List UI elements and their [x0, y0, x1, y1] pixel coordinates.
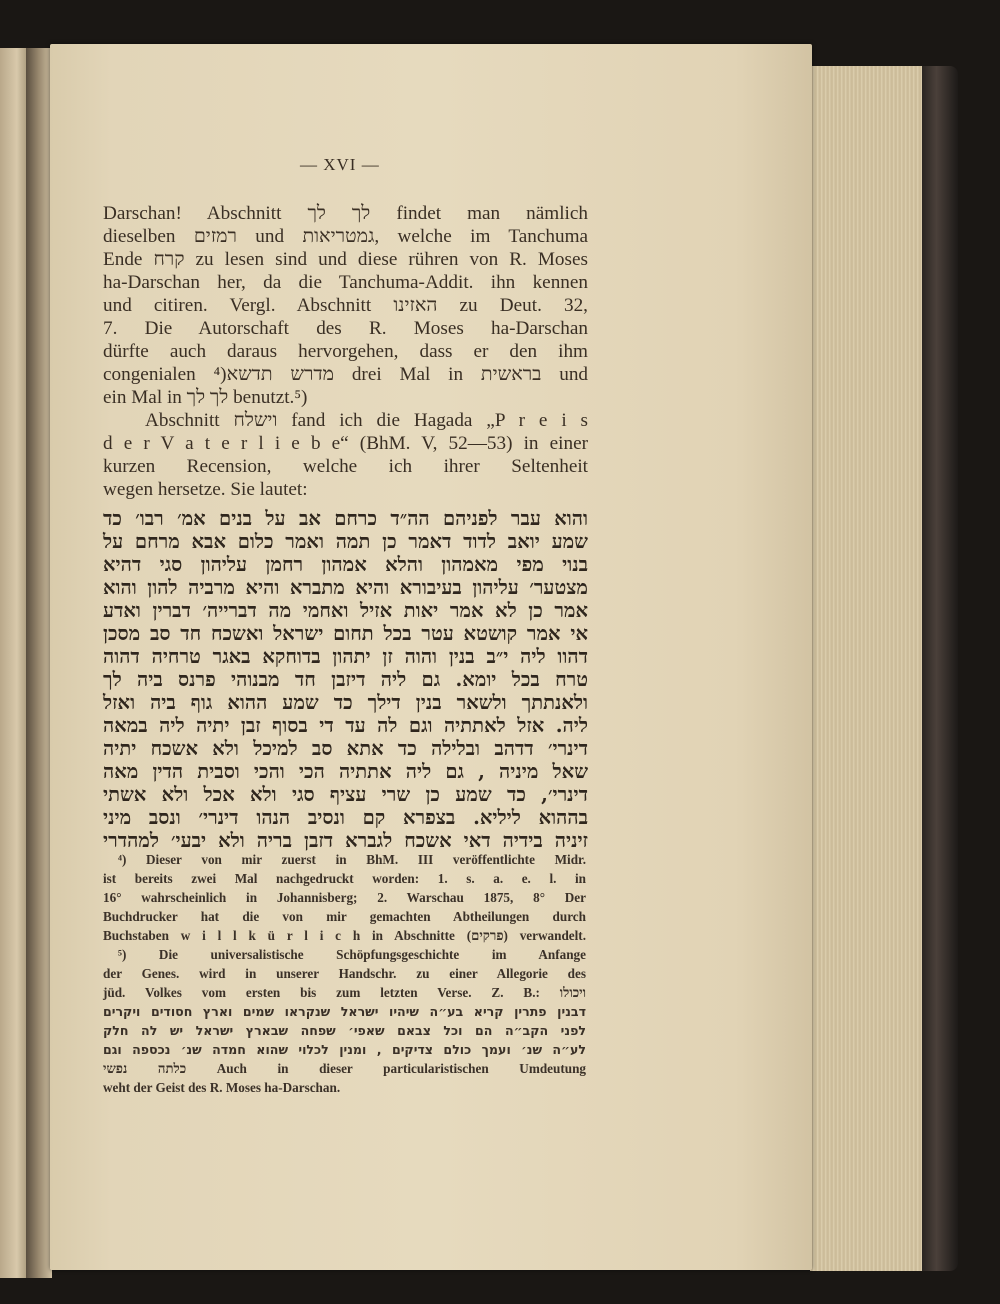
hebrew-line: ולאנתתך ולשאר בנין דילך כד שמע ההוא גוף ביה ואזל	[103, 691, 588, 714]
footnote-line: ⁵) Die universalistische Schöpfungsgeschichte im Anfange	[118, 947, 586, 962]
body-line: kurzen Recension, welche ich ihrer Seltenheit	[103, 456, 588, 477]
footnote-line: weht der Geist des R. Moses ha-Darschan.	[103, 1080, 341, 1095]
hebrew-line: דהוו ליה י״ב בנין והוה זן יתהון בדוחקא באגר טרחיה דהוה	[103, 645, 588, 668]
hebrew-line: דינרי׳, כד שמע כן שרי עציף סגי ולא אכל ולא אשתי	[103, 783, 588, 806]
body-line: ha-Darschan her, da die Tanchuma-Addit. ihn kennen	[103, 272, 588, 293]
body-line: und citiren. Vergl. Abschnitt האזינו zu Deut. 32,	[103, 295, 588, 316]
hebrew-line: ליה. אזל לאתתיה וגם לה עד די בסוף זבן יתיה ליה במאה	[103, 714, 588, 737]
footnote-line: Buchstaben w i l l k ü r l i c h in Abschnitte (פרקים) verwandelt.	[103, 928, 586, 943]
hebrew-line: דינרי׳ דדהב ובלילה כד אתא סב למיכל ולא אשכח יתיה	[103, 737, 588, 760]
body-line: 7. Die Autorschaft des R. Moses ha-Darschan	[103, 318, 588, 339]
footnote-hebrew-line: דבנין פתרין קריא בע״ה שיהיו ישראל שנקראו שמים וארץ חסודים ויקרים	[103, 1004, 586, 1019]
book-cover-edge	[922, 66, 958, 1271]
body-line: d e r V a t e r l i e b e“ (BhM. V, 52—53) in einer	[103, 433, 588, 454]
book-gutter	[26, 48, 52, 1278]
footnote-hebrew-line: לפני הקב״ה הם וכל צבאם שאפי׳ שפחה שבארץ ישראל יש לה חלק	[103, 1023, 586, 1038]
body-line: Ende קרח zu lesen sind und diese rühren von R. Moses	[103, 249, 588, 270]
footnote-hebrew-line: לע״ה שנ׳ ועמך כולם צדיקים , ומנין לכלוי שהוא חמדה שנ׳ נכספה וגם	[103, 1042, 586, 1057]
left-page-edge	[0, 48, 28, 1278]
hebrew-line: והוא עבר לפניהם הה״ד כרחם אב על בנים אמ׳ רבו׳ כד	[103, 507, 588, 530]
footnote-line: der Genes. wird in unserer Handschr. zu einer Allegorie des	[103, 966, 586, 981]
footnote-line: ⁴) Dieser von mir zuerst in BhM. III veröffentlichte Midr.	[118, 852, 586, 867]
body-line: wegen hersetze. Sie lautet:	[103, 479, 308, 500]
body-line: Darschan! Abschnitt לך לך findet man nämlich	[103, 203, 588, 224]
hebrew-line: אמר כן לא אמר יאות אזיל ואחמי מה דברייה׳ דברין ואדע	[103, 599, 588, 622]
body-line: dürfte auch daraus hervorgehen, dass er den ihm	[103, 341, 588, 362]
hebrew-line: אי אמר קושטא עטר בכל תחום ישראל ואשכח חד סב מסכן	[103, 622, 588, 645]
hebrew-line: טרח בכל יומא. גם ליה דיזבן חד מבנוהי פרנס ביה לך	[103, 668, 588, 691]
hebrew-line: שמע יואב לדוד דאמר כן תמה ואמר כלום אבא מרחם על	[103, 530, 588, 553]
hebrew-line: זיניה בידיה דאי אשכח לגברא דזבן בריה ולא יבעי׳ למהדרי	[103, 829, 588, 852]
body-line: congenialen ⁴)מדרש תדשא drei Mal in בראשית und	[103, 364, 589, 385]
hebrew-line: בההוא ליליא. בצפרא קם ונסיב הנהו דינרי׳ ונסב מיני	[103, 806, 588, 829]
footnote-line: כלתה נפשי Auch in dieser particularistischen Umdeutung	[103, 1061, 586, 1076]
footnote-line: jüd. Volkes vom ersten bis zum letzten Verse. Z. B.: ויכולו	[103, 985, 586, 1000]
hebrew-line: מצטער׳ עליהון בעיבורא והיא מתברא והיא מרביה להון והוא	[103, 576, 588, 599]
footnote-line: ist bereits zwei Mal nachgedruckt worden: 1. s. a. e. l. in	[103, 871, 586, 886]
hebrew-line: בנוי מפי מאמהון והלא אמהון רחמן עליהון סגי דהיא	[103, 553, 588, 576]
footnote-line: 16° wahrscheinlich in Johannisberg; 2. Warschau 1875, 8° Der	[103, 890, 586, 905]
hebrew-line: שאל מיניה , גם ליה אתתיה הכי והכי וסבית הדין מאה	[103, 760, 588, 783]
page-number: — XVI —	[300, 155, 380, 174]
footnote-line: Buchdrucker hat die von mir gemachten Abtheilungen durch	[103, 909, 586, 924]
body-line: ein Mal in לך לך benutzt.⁵)	[103, 387, 308, 408]
page-stack-edge	[810, 66, 930, 1271]
body-line: dieselben רמזים und גמטריאות, welche im Tanchuma	[103, 226, 589, 247]
body-line: Abschnitt וישלח fand ich die Hagada „P r e i s	[145, 410, 588, 431]
